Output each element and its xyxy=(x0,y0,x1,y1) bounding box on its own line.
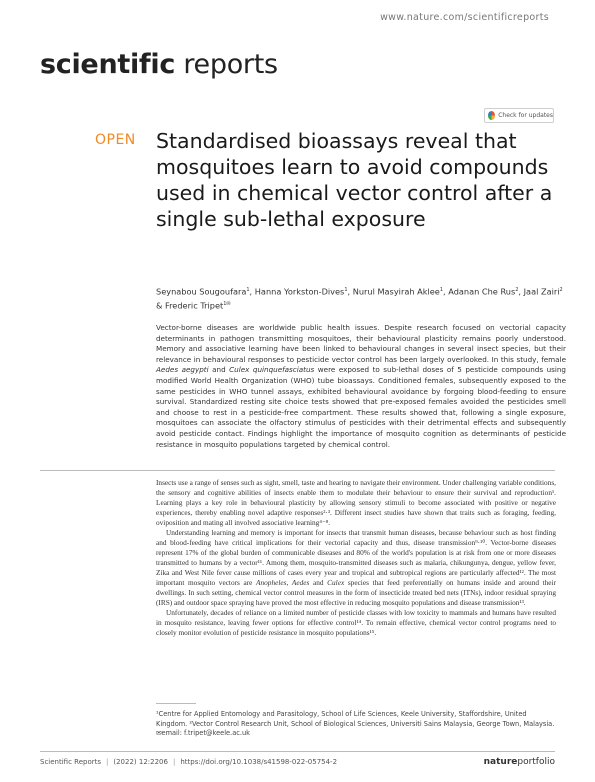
journal-brand-logo[interactable] xyxy=(40,49,278,80)
footer-doi-link[interactable]: https://doi.org/10.1038/s41598-022-05754-2 xyxy=(180,758,338,766)
brand-bold: scientific xyxy=(40,49,176,80)
check-for-updates-label: Check for updates xyxy=(498,112,553,119)
body-text xyxy=(156,478,556,638)
brand-light: reports xyxy=(183,49,278,80)
crossmark-icon xyxy=(488,111,495,120)
author-name: Nurul Masyirah Aklee xyxy=(352,286,440,297)
footer-journal: Scientific Reports xyxy=(40,758,102,766)
open-access-label: OPEN xyxy=(95,132,136,148)
nature-portfolio-logo: natureportfolio xyxy=(483,757,555,767)
divider xyxy=(40,470,555,471)
author-name: Seynabou Sougoufara xyxy=(156,286,247,297)
article-title: Standardised bioassays reveal that mosquitoes learn to avoid compounds used in chemical vector control after a single sub‑lethal exposure xyxy=(156,129,553,231)
footer-citation: (2022) 12:2206 xyxy=(113,758,168,766)
author-name: Jaal Zairi xyxy=(523,286,560,297)
author-affiliation-mark: 1 xyxy=(344,287,348,293)
affiliations: ¹Centre for Applied Entomology and Parasitology, School of Life Sciences, Keele University, Staffordshire, United Kingdom. ²Vector Control Research Unit, School of Biological Sciences, Universiti Sains Malaysia, George Town, Malaysia. ✉email: f.tripet@keele.ac.uk xyxy=(156,710,555,737)
author-name: Hanna Yorkston-Dives xyxy=(254,286,345,297)
check-for-updates-button[interactable] xyxy=(484,108,554,123)
body-paragraph: Understanding learning and memory is important for insects that transmit human diseases, because behaviour such as host finding and blood-feeding have critical implications for their vectorial capacity and thus, disease transmission⁹·¹⁰. Vector-borne diseases represent 17% of the global burden of communicable diseases and 80% of the world's population is at risk from one or more diseases transmitted to humans by a vector¹¹. Among them, mosquito-transmitted diseases such as malaria, chikungunya, dengue, yellow fever, Zika and West Nile fever cause millions of cases every year and tropical and subtropical regions are particularly affected¹². The most important mosquito vectors are Anopheles, Aedes and Culex species that feed preferentially on humans inside and around their dwellings. In such setting, chemical vector control measures in the form of insecticide treated bed nets (ITNs), indoor residual spraying (IRS) and outdoor space spraying have proved the most effective in reducing mosquito populations and disease transmission¹³. xyxy=(156,528,556,607)
journal-url[interactable]: www.nature.com/scientificreports xyxy=(380,12,549,23)
footnote-divider xyxy=(156,703,196,704)
author-affiliation-mark: 2 xyxy=(515,287,519,293)
abstract: Vector-borne diseases are worldwide public health issues. Despite research focused on vectorial capacity determinants in pathogen transmitting mosquitoes, their behavioural plasticity remains poorly understood. Memory and associative learning have been linked to behavioural changes in several insect species, but their relevance in behavioural responses to pesticide vector control has been largely overlooked. In this study, female Aedes aegypti and Culex quinquefasciatus were exposed to sub-lethal doses of 5 pesticide compounds using modified World Health Organization (WHO) tube bioassays. Conditioned females, subsequently exposed to the same pesticides in WHO tunnel assays, exhibited behavioural avoidance by forgoing blood-feeding to ensure survival. Standardized resting site choice tests showed that pre-exposed females avoided the pesticides smell and choose to rest in a pesticide-free compartment. These results showed that, following a single exposure, mosquitoes can associate the olfactory stimulus of pesticides with their detrimental effects and subsequently avoid pesticide contact. Findings highlight the importance of mosquito cognition as determinants of pesticide resistance in mosquito populations targeted by chemical control. xyxy=(156,323,566,449)
author-list: Seynabou Sougoufara$^1$, Hanna Yorkston-Dives$^1$, Nurul Masyirah Aklee$^1$, Adanan Che Rus$^2$, Jaal Zairi$^2$ & Frederic Tripet$^{1✉}$ xyxy=(156,286,563,311)
author-affiliation-mark: 1 xyxy=(246,287,250,293)
author-name: Adanan Che Rus xyxy=(448,286,516,297)
body-paragraph: Insects use a range of senses such as sight, smell, taste and hearing to navigate their environment. Under challenging variable conditions, the sensory and cognitive abilities of insects enable them to modulate their behaviour to ensure their survival and reproduction¹. Learning plays a key role in behavioural plasticity by allowing sensory stimuli to become associated with positive or negative experiences, thereby enabling novel adaptive responses²·³. Different insect studies have shown that traits such as foraging, feeding, oviposition and mating all involved associative learning⁴⁻⁸. xyxy=(156,478,556,527)
body-paragraph: Unfortunately, decades of reliance on a limited number of pesticide classes with low toxicity to mammals and humans have resulted in mosquito resistance, leaving fewer options for effective control¹⁴. To remain effective, chemical vector control programs need to closely monitor evolution of pesticide resistance in mosquito populations¹⁵. xyxy=(156,608,556,637)
author-affiliation-mark: 1✉ xyxy=(223,301,231,308)
author-affiliation-mark: 2 xyxy=(559,287,563,293)
author-name: Frederic Tripet xyxy=(165,300,224,311)
footer-divider xyxy=(40,751,555,752)
author-affiliation-mark: 1 xyxy=(439,287,444,293)
page-footer: Scientific Reports | (2022) 12:2206 | https://doi.org/10.1038/s41598-022-05754-2 natureportfolio xyxy=(40,757,555,767)
